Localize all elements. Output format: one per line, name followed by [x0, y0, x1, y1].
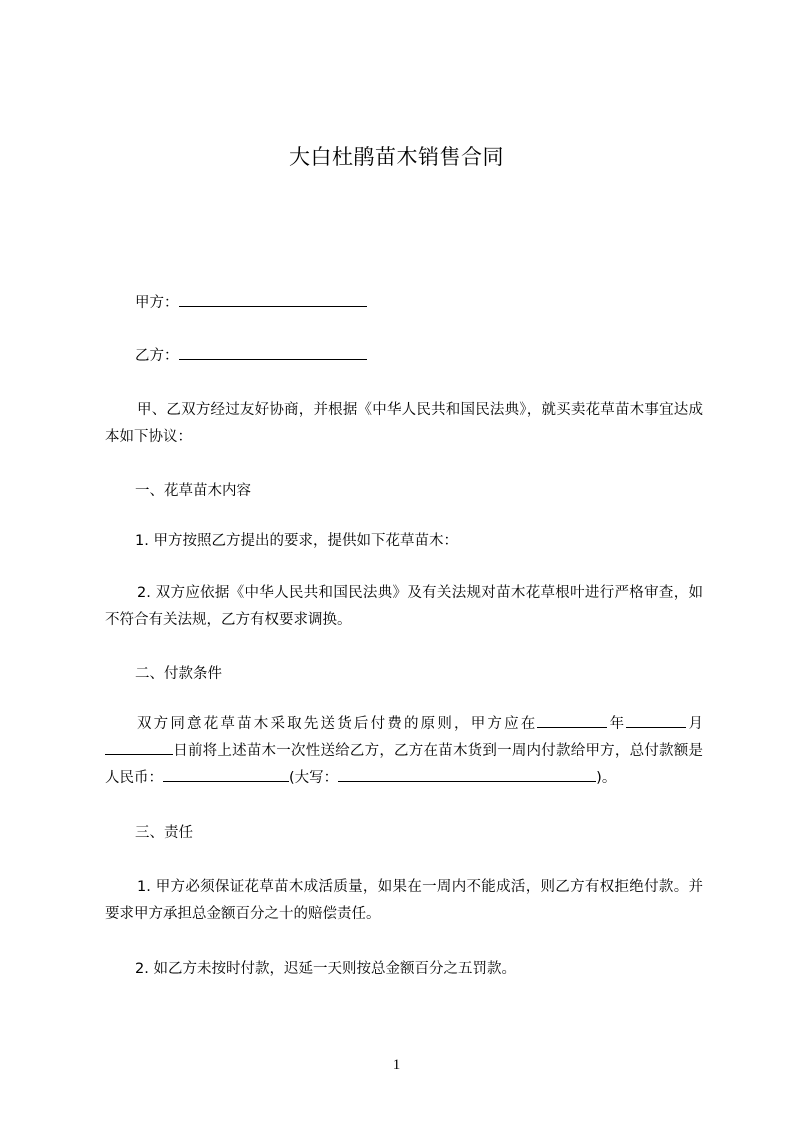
- month-blank: [626, 712, 686, 728]
- party-a-label: 甲方：: [135, 295, 179, 311]
- section2-text-end: )。: [596, 770, 617, 786]
- party-a-line: [135, 291, 367, 313]
- page-number: 1: [392, 1057, 401, 1073]
- party-b-blank: [179, 344, 367, 360]
- section3-heading: 三、责任: [135, 825, 193, 841]
- year-blank: [537, 712, 607, 728]
- party-b-label: 乙方：: [135, 348, 179, 364]
- document-title: 大白杜鹃苗木销售合同: [289, 145, 504, 169]
- section2-text-part1: 双方同意花草苗木采取先送货后付费的原则，甲方应在: [137, 716, 538, 732]
- daxie-label: (大写：: [289, 770, 339, 786]
- party-b-line: [135, 344, 367, 366]
- amount-blank: [163, 766, 289, 782]
- year-label: 年: [607, 716, 627, 732]
- section3-item2: 2. 如乙方未按时付款，迟延一天则按总金额百分之五罚款。: [135, 961, 516, 977]
- section3-item1: 1. 甲方必须保证花草苗木成活质量，如果在一周内不能成活，则乙方有权拒绝付款。并要求甲方承担总金额百分之十的赔偿责任。: [105, 879, 703, 922]
- section2-heading: 二、付款条件: [135, 666, 222, 682]
- intro-paragraph: 甲、乙双方经过友好协商，并根据《中华人民共和国民法典》，就买卖花草苗木事宜达成本如下协议：: [105, 402, 703, 445]
- month-label: 月: [686, 716, 704, 732]
- day-blank: [105, 739, 173, 755]
- section1-heading: 一、花草苗木内容: [135, 483, 251, 499]
- section2-paragraph: [105, 711, 703, 792]
- party-a-blank: [179, 291, 367, 307]
- daxie-blank: [338, 766, 596, 782]
- section1-item1: 1. 甲方按照乙方提出的要求，提供如下花草苗木：: [135, 533, 458, 549]
- section2-text-part2: 日前将上述苗木一次性送给乙方，乙方在苗木货到一周内付款给甲方，总付款额是人民币：: [105, 743, 703, 786]
- section1-item2: 2. 双方应依据《中华人民共和国民法典》及有关法规对苗木花草根叶进行严格审查，如不符合有关法规，乙方有权要求调换。: [105, 585, 703, 628]
